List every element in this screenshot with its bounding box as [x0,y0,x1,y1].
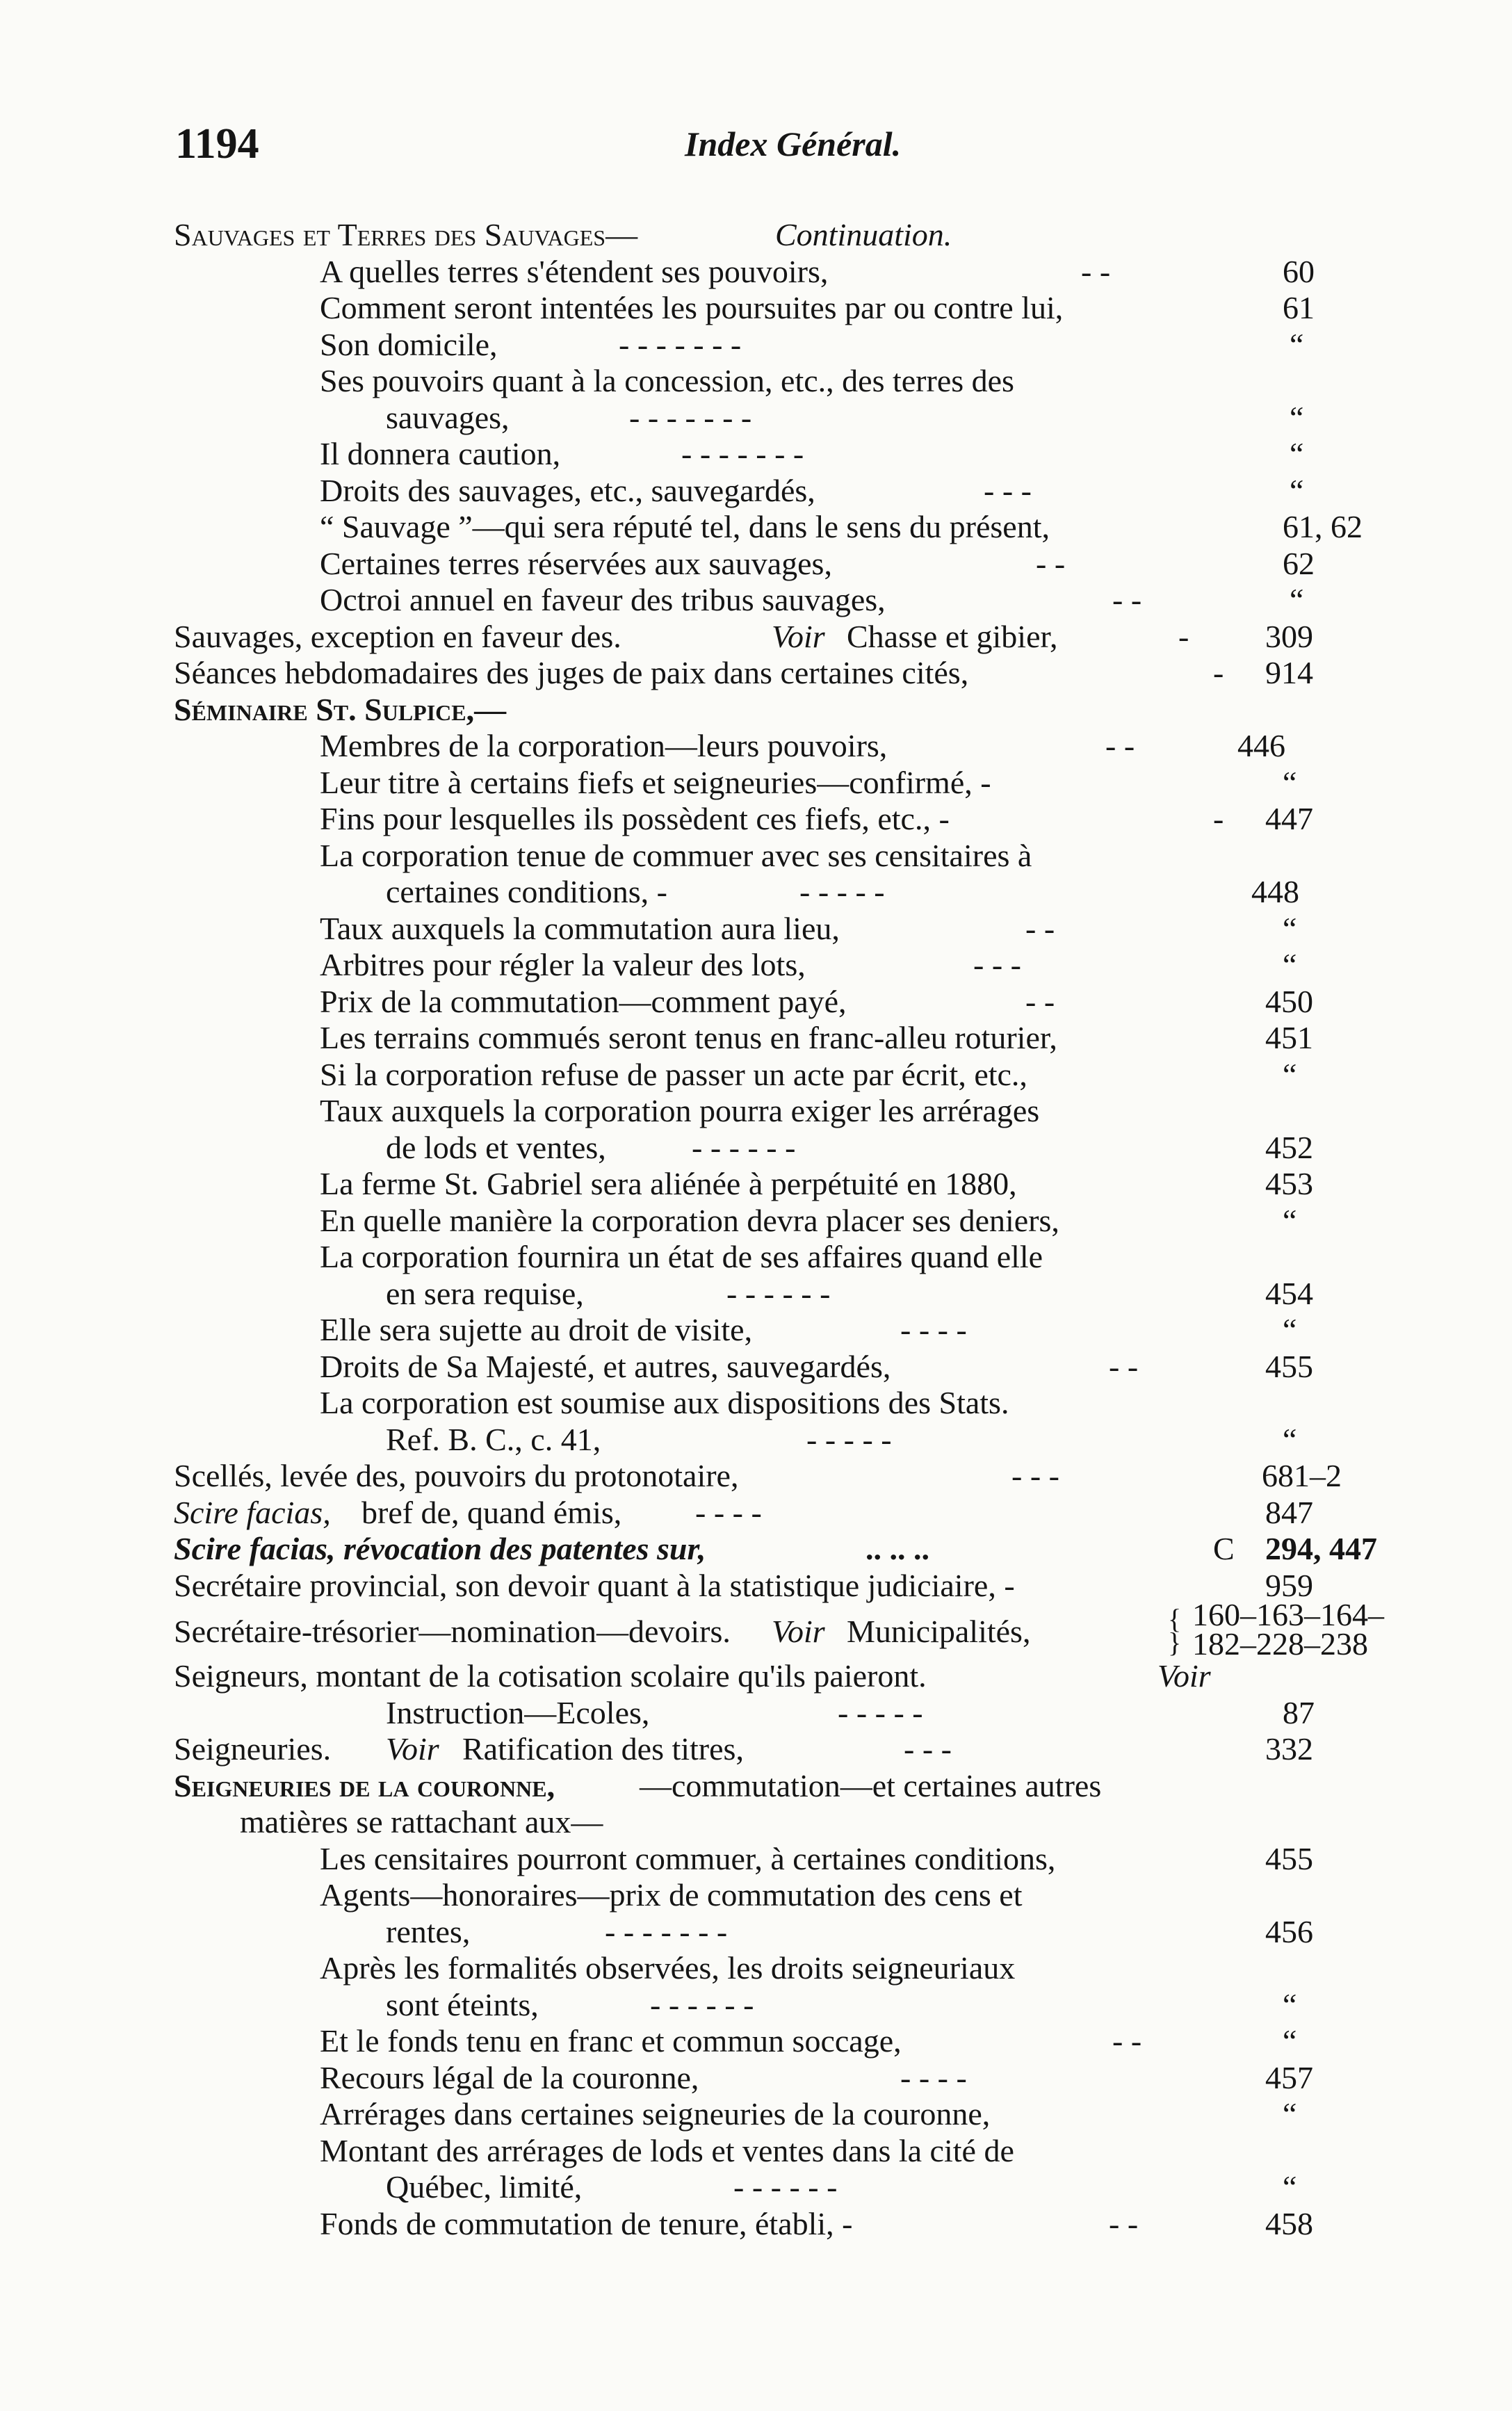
index-entry [0,436,1512,473]
leader-dots: - - - [904,1731,952,1767]
page-header [0,120,1512,182]
leader-dots: - - - - [695,1494,762,1530]
index-entry [0,217,1512,254]
index-entry [0,619,1512,656]
entry-heading: Seigneuries de la couronne, [174,1767,555,1803]
entry-ref: 447 [1265,801,1313,836]
entry-italic: Scire facias, révocation des patentes sur, [174,1531,706,1566]
leader-dots: - - - - - - [726,1275,831,1311]
entry-text: certaines conditions, - [386,874,667,909]
index-entry [0,1203,1512,1240]
entry-ref: 914 [1265,655,1313,690]
entry-text: Taux auxquels la commutation aura lieu, [320,910,840,946]
entry-text: Montant des arrérages de lods et ventes dans la cité de [320,2132,1014,2168]
voir-label: Voir [1157,1658,1211,1694]
entry-text: La ferme St. Gabriel sera aliénée à perpétuité en 1880, [320,1166,1017,1201]
leader-dots: - - [1036,545,1066,581]
index-entry [0,1841,1512,1878]
leader-dots: - - - [1011,1458,1059,1493]
entry-text: Agents—honoraires—prix de commutation des cens et [320,1877,1023,1913]
entry-italic: Continuation. [775,217,952,252]
index-entry [0,1768,1512,1805]
entry-ref: 847 [1265,1494,1313,1530]
entry-volume: C [1213,1531,1235,1566]
entry-ref: 452 [1265,1129,1313,1165]
entry-ref: 160–163–164– [1192,1597,1384,1632]
leader-dots: - - - - - - - [681,436,804,471]
entry-ref: “ [1283,1421,1297,1457]
leader-dots: - - - - - - - [605,1913,728,1949]
entry-ref: 332 [1265,1731,1313,1767]
leader-dots: - - [1109,2205,1139,2241]
entry-text: Après les formalités observées, les droits seigneuriaux [320,1950,1016,1986]
entry-text-after: Ratification des titres, [462,1731,744,1767]
entry-text: Droits des sauvages, etc., sauvegardés, [320,472,815,508]
index-entry [0,254,1512,291]
entry-ref-continued: 182–228–238 [1192,1626,1368,1662]
entry-text: Leur titre à certains fiefs et seigneuries—confirmé, - [320,764,991,800]
index-entry [0,874,1512,911]
index-entry [0,947,1512,984]
index-entry [0,363,1512,400]
leader-dots: - [1178,618,1189,654]
voir-label: Voir [772,1614,825,1649]
index-entry [0,1093,1512,1130]
entry-ref: 87 [1283,1694,1315,1730]
entry-ref: 446 [1237,728,1285,763]
entry-text: Les censitaires pourront commuer, à certaines conditions, [320,1840,1056,1876]
entry-ref: 454 [1265,1275,1313,1311]
entry-text: La corporation est soumise aux dispositions des Stats. [320,1385,1009,1420]
index-entry [0,1057,1512,1094]
entry-text: Son domicile, [320,326,498,362]
entry-ref: “ [1283,2169,1297,2205]
entry-text: Elle sera sujette au droit de visite, [320,1312,753,1347]
leader-dots: - - - - - [838,1694,923,1730]
index-entry [0,1695,1512,1732]
entry-ref: “ [1283,1312,1297,1347]
leader-dots: - - [1025,983,1055,1019]
index-entry [0,1385,1512,1422]
entry-text: Si la corporation refuse de passer un acte par écrit, etc., [320,1056,1027,1092]
entry-ref: 456 [1265,1913,1313,1949]
leader-dots: - - - - - [806,1421,892,1457]
entry-text: Secrétaire-trésorier—nomination—devoirs. [174,1614,731,1649]
index-entry [0,1020,1512,1057]
index-entry [0,1130,1512,1167]
voir-label: Voir [772,618,825,654]
entry-ref: 455 [1265,1840,1313,1876]
entry-ref: 60 [1283,253,1315,289]
entry-ref: “ [1283,910,1297,946]
entry-text: Secrétaire provincial, son devoir quant à la statistique judiciaire, - [174,1567,1015,1603]
entry-italic: Scire facias, [174,1494,331,1530]
entry-ref: 309 [1265,618,1313,654]
brace-bottom: } [1168,1627,1182,1658]
leader-dots: - - [1112,582,1142,617]
index-entry [0,1597,1512,1662]
index-entry [0,1276,1512,1313]
entry-ref: “ [1290,472,1304,508]
entry-ref: 61, 62 [1283,509,1363,544]
index-entry [0,1731,1512,1768]
entry-text: Les terrains commués seront tenus en franc-alleu roturier, [320,1020,1057,1055]
entry-text: Comment seront intentées les poursuites par ou contre lui, [320,290,1064,325]
entry-ref: “ [1283,2023,1297,2059]
index-entry [0,1877,1512,1914]
entry-text: Instruction—Ecoles, [386,1694,650,1730]
entry-text: en sera requise, [386,1275,584,1311]
index-entry [0,2096,1512,2133]
entry-text: Droits de Sa Majesté, et autres, sauvegardés, [320,1348,891,1384]
entry-heading: Sauvages et Terres des Sauvages— [174,217,638,252]
entry-text: Octroi annuel en faveur des tribus sauvages, [320,582,886,617]
index-entry [0,2169,1512,2206]
index-entry [0,327,1512,364]
index-entry [0,1166,1512,1203]
leader-dots: - - [1112,2023,1142,2059]
entry-text: Fonds de commutation de tenure, établi, - [320,2205,853,2241]
entry-ref: 450 [1265,983,1313,1019]
entry-text: matières se rattachant aux— [240,1804,603,1840]
index-entry [0,1914,1512,1951]
entry-ref: 451 [1265,1020,1313,1055]
entry-text: Québec, limité, [386,2169,583,2205]
entry-text: Arrérages dans certaines seigneuries de la couronne, [320,2096,991,2132]
leader-dots: - - - - - - - [619,326,742,362]
entry-text: “ Sauvage ”—qui sera réputé tel, dans le sens du présent, [320,509,1050,544]
index-entry [0,1987,1512,2024]
entry-text: sont éteints, [386,1986,539,2022]
leader-dots: - - - - - - [692,1129,796,1165]
index-entry [0,911,1512,948]
entry-text-after: Chasse et gibier, [847,618,1058,654]
leader-dots: - - - - - - [733,2169,838,2205]
index-entry [0,1495,1512,1532]
leader-dots: - - - - [900,2059,967,2095]
index-entry [0,2206,1512,2243]
entry-text: Ref. B. C., c. 41, [386,1421,601,1457]
leader-dots: - - [1081,253,1111,289]
entry-ref: “ [1290,399,1304,435]
index-entries [0,217,1512,2242]
index-entry [0,1239,1512,1276]
entry-text: Et le fonds tenu en franc et commun soccage, [320,2023,902,2059]
index-entry [0,1950,1512,1987]
entry-text: En quelle manière la corporation devra placer ses deniers, [320,1202,1059,1238]
index-entry [0,728,1512,765]
entry-text: Taux auxquels la corporation pourra exiger les arrérages [320,1093,1040,1128]
index-entry [0,838,1512,875]
running-title: Index Général. [685,124,902,163]
entry-text: Prix de la commutation—comment payé, [320,983,847,1019]
entry-ref: “ [1290,582,1304,617]
index-entry [0,765,1512,802]
index-entry [0,1804,1512,1841]
entry-text: La corporation fournira un état de ses affaires quand elle [320,1239,1043,1274]
index-entry [0,2060,1512,2097]
index-entry [0,546,1512,583]
entry-heading: Séminaire St. Sulpice,— [174,691,507,727]
entry-text: Seigneurs, montant de la cotisation scolaire qu'ils paieront. [174,1658,927,1694]
entry-ref: “ [1283,1202,1297,1238]
entry-ref: 455 [1265,1348,1313,1384]
index-entry [0,473,1512,510]
leader-dots: - - - - - [799,874,885,909]
leader-dots: .. .. .. [865,1531,929,1566]
index-entry [0,582,1512,619]
leader-dots: - - - - [900,1312,967,1347]
index-entry [0,692,1512,729]
entry-text: Sauvages, exception en faveur des. [174,618,621,654]
entry-ref: “ [1283,1986,1297,2022]
index-entry [0,1658,1512,1695]
entry-text: Ses pouvoirs quant à la concession, etc., des terres des [320,363,1014,398]
entry-text: Seigneuries. [174,1731,332,1767]
leader-dots: - - - [973,947,1021,982]
brace-top: { [1168,1603,1182,1634]
leader-dots: - - [1025,910,1055,946]
leader-dots: - - [1109,1348,1139,1384]
index-entry [0,1422,1512,1459]
entry-ref: 61 [1283,290,1315,325]
entry-ref: 448 [1251,874,1299,909]
index-entry [0,1312,1512,1349]
entry-text: La corporation tenue de commuer avec ses censitaires à [320,837,1032,873]
entry-text: Membres de la corporation—leurs pouvoirs, [320,728,888,763]
entry-text: A quelles terres s'étendent ses pouvoirs, [320,253,829,289]
entry-text: bref de, quand émis, [361,1494,622,1530]
leader-dots: - [1213,655,1224,690]
entry-ref: 458 [1265,2205,1313,2241]
leader-dots: - - [1105,728,1135,763]
index-entry [0,400,1512,437]
entry-ref: 457 [1265,2059,1313,2095]
entry-text: sauvages, [386,399,510,435]
index-entry [0,801,1512,838]
leader-dots: - - - - - - - [629,399,752,435]
entry-text: de lods et ventes, [386,1129,606,1165]
entry-ref: 294, 447 [1265,1531,1377,1566]
index-entry [0,655,1512,692]
entry-ref: “ [1283,764,1297,800]
entry-text: Scellés, levée des, pouvoirs du protonotaire, [174,1458,739,1493]
entry-ref: 62 [1283,545,1315,581]
entry-text: Séances hebdomadaires des juges de paix dans certaines cités, [174,655,969,690]
leader-dots: - - - [984,472,1032,508]
entry-text: Recours légal de la couronne, [320,2059,699,2095]
index-entry [0,2023,1512,2060]
entry-ref: 453 [1265,1166,1313,1201]
index-entry [0,1349,1512,1386]
index-entry [0,984,1512,1021]
entry-text-after: —commutation—et certaines autres [640,1767,1102,1803]
index-entry [0,2133,1512,2170]
index-entry [0,509,1512,546]
index-entry [0,1458,1512,1495]
entry-text: rentes, [386,1913,471,1949]
entry-text: Fins pour lesquelles ils possèdent ces fiefs, etc., - [320,801,950,836]
entry-ref: “ [1283,2096,1297,2132]
voir-label: Voir [386,1731,439,1767]
index-entry [0,1531,1512,1568]
entry-ref: “ [1290,436,1304,471]
page-number: 1194 [175,120,259,168]
entry-text: Il donnera caution, [320,436,561,471]
entry-ref: “ [1283,1056,1297,1092]
entry-text-after: Municipalités, [847,1614,1031,1649]
entry-text: Arbitres pour régler la valeur des lots, [320,947,806,982]
leader-dots: - - - - - - [650,1986,754,2022]
index-entry [0,290,1512,327]
entry-ref: “ [1283,947,1297,982]
entry-ref: 959 [1265,1567,1313,1603]
leader-dots: - [1213,801,1224,836]
entry-ref: “ [1290,326,1304,362]
entry-text: Certaines terres réservées aux sauvages, [320,545,832,581]
entry-ref: 681–2 [1262,1458,1342,1493]
